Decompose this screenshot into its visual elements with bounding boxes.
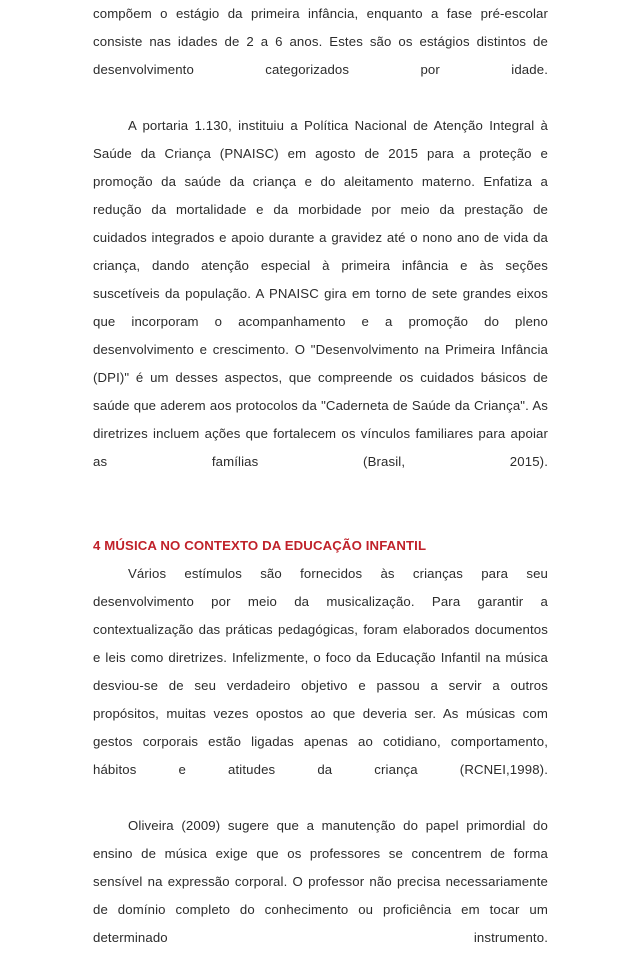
section-heading-musica: 4 MÚSICA NO CONTEXTO DA EDUCAÇÃO INFANTIL — [93, 538, 427, 553]
paragraph-oliveira: Oliveira (2009) sugere que a manutenção do papel primordial do ensino de música exige que os professores se concentrem de forma sensível na expressão corporal. O professor não precisa necessariamente de domínio completo do conhecimento ou proficiência em tocar um determinado instrumento. — [93, 818, 548, 945]
paragraph-musicalizacao: Vários estímulos são fornecidos às crianças para seu desenvolvimento por meio da musicalização. Para garantir a contextualização das práticas pedagógicas, foram elaborados documentos e leis como diretrizes. Infelizmente, o foco da Educação Infantil na música desviou-se de seu verdadeiro objetivo e passou a servir a outros propósitos, muitas vezes opostos ao que deveria ser. As músicas com gestos corporais estão ligadas apenas ao cotidiano, comportamento, hábitos e atitudes da criança (RCNEI,1998). — [93, 566, 548, 777]
text-column — [93, 0, 548, 980]
paragraph-continuation: compõem o estágio da primeira infância, enquanto a fase pré-escolar consiste nas idades de 2 a 6 anos. Estes são os estágios distintos de desenvolvimento categorizados por idade. — [93, 6, 548, 77]
paragraph-spacer — [93, 504, 548, 532]
paragraph-pnaisc: A portaria 1.130, instituiu a Política Nacional de Atenção Integral à Saúde da Criança (PNAISC) em agosto de 2015 para a proteção e promoção da saúde da criança e do aleitamento materno. Enfatiza a redução da mortalidade e da morbidade por meio da prestação de cuidados integrados e apoio durante a gravidez até o nono ano de vida da criança, dando atenção especial à primeira infância e às seções suscetíveis da população. A PNAISC gira em torno de sete grandes eixos que incorporam o acompanhamento e a promoção do pleno desenvolvimento e crescimento. O "Desenvolvimento na Primeira Infância (DPI)" é um desses aspectos, que compreende os cuidados básicos de saúde que aderem aos protocolos da "Caderneta de Saúde da Criança". As diretrizes incluem ações que fortalecem os vínculos familiares para apoiar as famílias (Brasil, 2015). — [93, 118, 548, 469]
